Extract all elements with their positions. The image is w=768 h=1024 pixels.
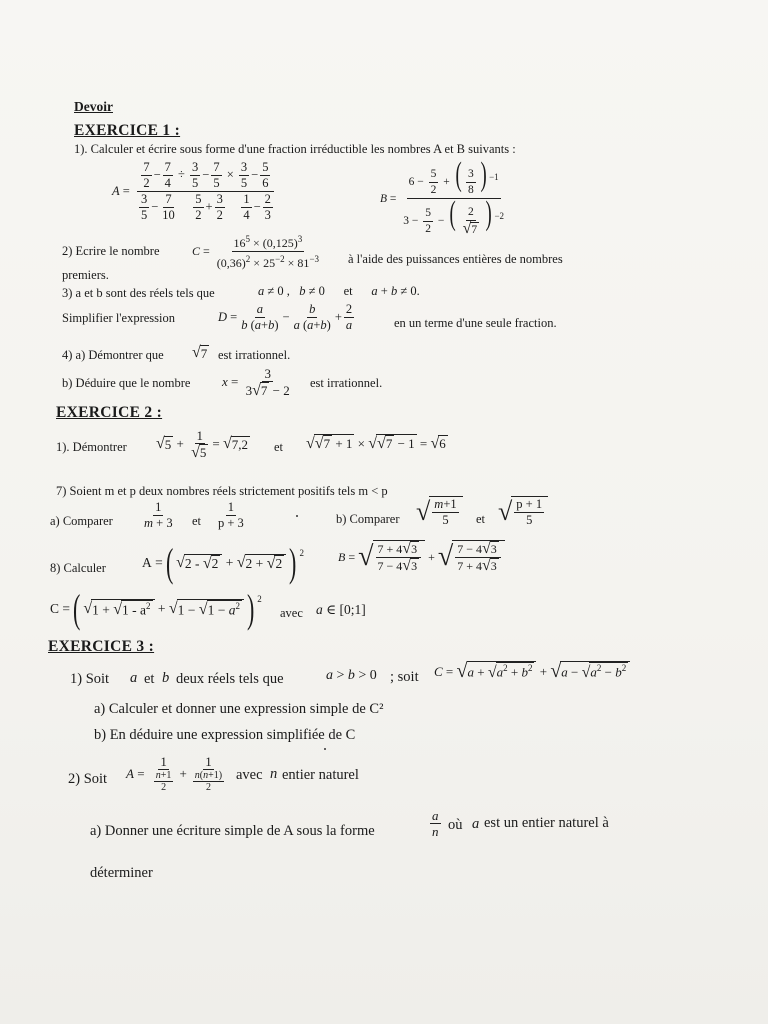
fraction-a-over-n: a n xyxy=(432,808,439,839)
condition-a-gt-b: a > b > 0 xyxy=(326,668,377,683)
ex2-question-8: 8) Calculer xyxy=(50,561,106,575)
formula-B: B = 6 − $\frac{5}{2}$ + ( $\frac{3}{8}$ ) $^{-1}$ 3 − $\frac{5}{2}$ − ( $\frac{2}{√7}$ ) $^{-2}$ xyxy=(380,156,505,237)
ex3-question-2a-last: déterminer xyxy=(90,865,153,881)
ex3-question-1: 1) Soit xyxy=(70,671,110,687)
ex3-question-1a: a) Calculer et donner une expression simple de C² xyxy=(94,701,384,717)
formula-A: A = $\frac{7}{2}$ − $\frac{7}{4}$ ÷ $\frac{3}{5}$ − $\frac{7}{5}$ × $\frac{3}{5}$ − $\frac{5}{6}$ $\frac{3}{5}$ − $\frac{7}{10}$ $\frac{5}{2}$ + $\frac{3}{2}$ $\frac{1}{4}$ − $\frac{2}{3}$ xyxy=(112,160,279,223)
formula-x: x = 3 3√7 − 2 xyxy=(222,366,290,399)
ex1-question-4a: 4) a) Démontrer que xyxy=(62,348,164,362)
formula-ex3-C: C = √ $a + √a^2 + b^2$ + √ $a - √a^2 - b^2$ xyxy=(434,660,630,683)
sqrt7: √ 7 xyxy=(192,344,208,361)
ex1-question-4b-end: est irrationnel. xyxy=(310,376,383,390)
formula-D: D = a b (a+b) − b a (a+b) + 2 a xyxy=(218,302,353,332)
ex3-q2-avec: avec xyxy=(236,767,263,783)
formula-7b-1: √ $\frac{m+1}{5}$ xyxy=(416,496,463,528)
ex3-q2-end: entier naturel xyxy=(282,767,359,783)
ex2-et-7b: et xyxy=(476,512,486,526)
ex3-q2a-end: est un entier naturel à xyxy=(484,815,609,831)
formula-7b-2: √ $\frac{p + 1}{5}$ xyxy=(498,496,548,528)
var-a: a xyxy=(130,670,138,686)
var-b: b xyxy=(162,670,170,686)
interval-a: a ∈ [0;1] xyxy=(316,602,366,617)
formula-ex2-1b: √ √7 + 1 × √ √7 − 1 = √ 6 xyxy=(306,434,446,452)
ex1-question-2: 2) Ecrire le nombre xyxy=(62,244,160,258)
ex3-q1-et: et xyxy=(144,671,155,687)
ex3-question-1b: b) En déduire une expression simplifiée de C xyxy=(94,727,356,743)
ex1-question-3-end: en un terme d'une seule fraction. xyxy=(394,316,557,330)
ex2-question-1: 1). Démontrer xyxy=(56,440,127,454)
ex1-question-1: 1). Calculer et écrire sous forme d'une fraction irréductible les nombres A et B suivants : xyxy=(74,142,516,156)
scan-speck xyxy=(296,515,298,517)
ex3-q1-cont: deux réels tels que xyxy=(176,671,284,687)
ex1-question-4a-end: est irrationnel. xyxy=(218,348,291,362)
formula-7a-1: 1 m + 3 xyxy=(144,500,173,530)
ex2-avec: avec xyxy=(280,606,303,620)
condition-a-b: a ≠ 0 , b ≠ 0 et a + b ≠ 0. xyxy=(258,284,420,298)
exercise-3-title: EXERCICE 3 : xyxy=(48,638,155,655)
var-a-2: a xyxy=(472,816,480,832)
formula-7a-2: 1 p + 3 xyxy=(218,500,244,530)
ex2-et-1: et xyxy=(274,440,284,454)
ex3-q1-soit: ; soit xyxy=(390,669,419,685)
ex3-question-2a: a) Donner une écriture simple de A sous la forme xyxy=(90,823,375,839)
ex1-question-2-end: premiers. xyxy=(62,268,109,282)
formula-8-C: C = ( √ $1 + √1 - a^2$ + √ $1 - √1 - a^2$ ) $^2$ xyxy=(50,586,262,631)
ex2-et-7a: et xyxy=(192,514,202,528)
ex1-question-3: 3) a et b sont des réels tels que xyxy=(62,286,215,300)
formula-8-A: A = ( √ 2 - √2 + √ 2 + √2 ) $^2$ xyxy=(142,540,305,585)
page-title: Devoir xyxy=(74,99,113,114)
formula-ex2-1a: √ 5 + 1 √5 = √ 7,2 xyxy=(156,428,249,461)
formula-8-B: B = √ $\frac{7 + 4√3}{7 - 4√3}$ + √ $\frac{7 - 4√3}{7 + 4√3}$ xyxy=(338,540,505,574)
exercise-1-title: EXERCICE 1 : xyxy=(74,122,181,139)
var-n: n xyxy=(270,766,278,782)
ex1-question-3-simplify: Simplifier l'expression xyxy=(62,311,176,325)
ex1-question-2-cont: à l'aide des puissances entières de nombres xyxy=(348,252,563,266)
ex1-question-4b: b) Déduire que le nombre xyxy=(62,376,191,390)
scan-speck xyxy=(324,748,326,750)
formula-ex3-A: A = 1 $\frac{n+1}{2}$ + 1 $\frac{n(n+1)}{2}$ xyxy=(126,754,223,793)
ex2-question-7b: b) Comparer xyxy=(336,512,400,526)
ex2-question-7: 7) Soient m et p deux nombres réels strictement positifs tels m < p xyxy=(56,484,388,498)
ex3-q2a-ou: où xyxy=(448,817,463,833)
exercise-2-title: EXERCICE 2 : xyxy=(56,404,163,421)
ex3-question-2: 2) Soit xyxy=(68,771,108,787)
formula-C: C = $16^5 \times (0,125)^3$ $(0,36)^2 \times 25^{-2} \times 81^{-3}$ xyxy=(192,234,320,270)
ex2-question-7a: a) Comparer xyxy=(50,514,113,528)
